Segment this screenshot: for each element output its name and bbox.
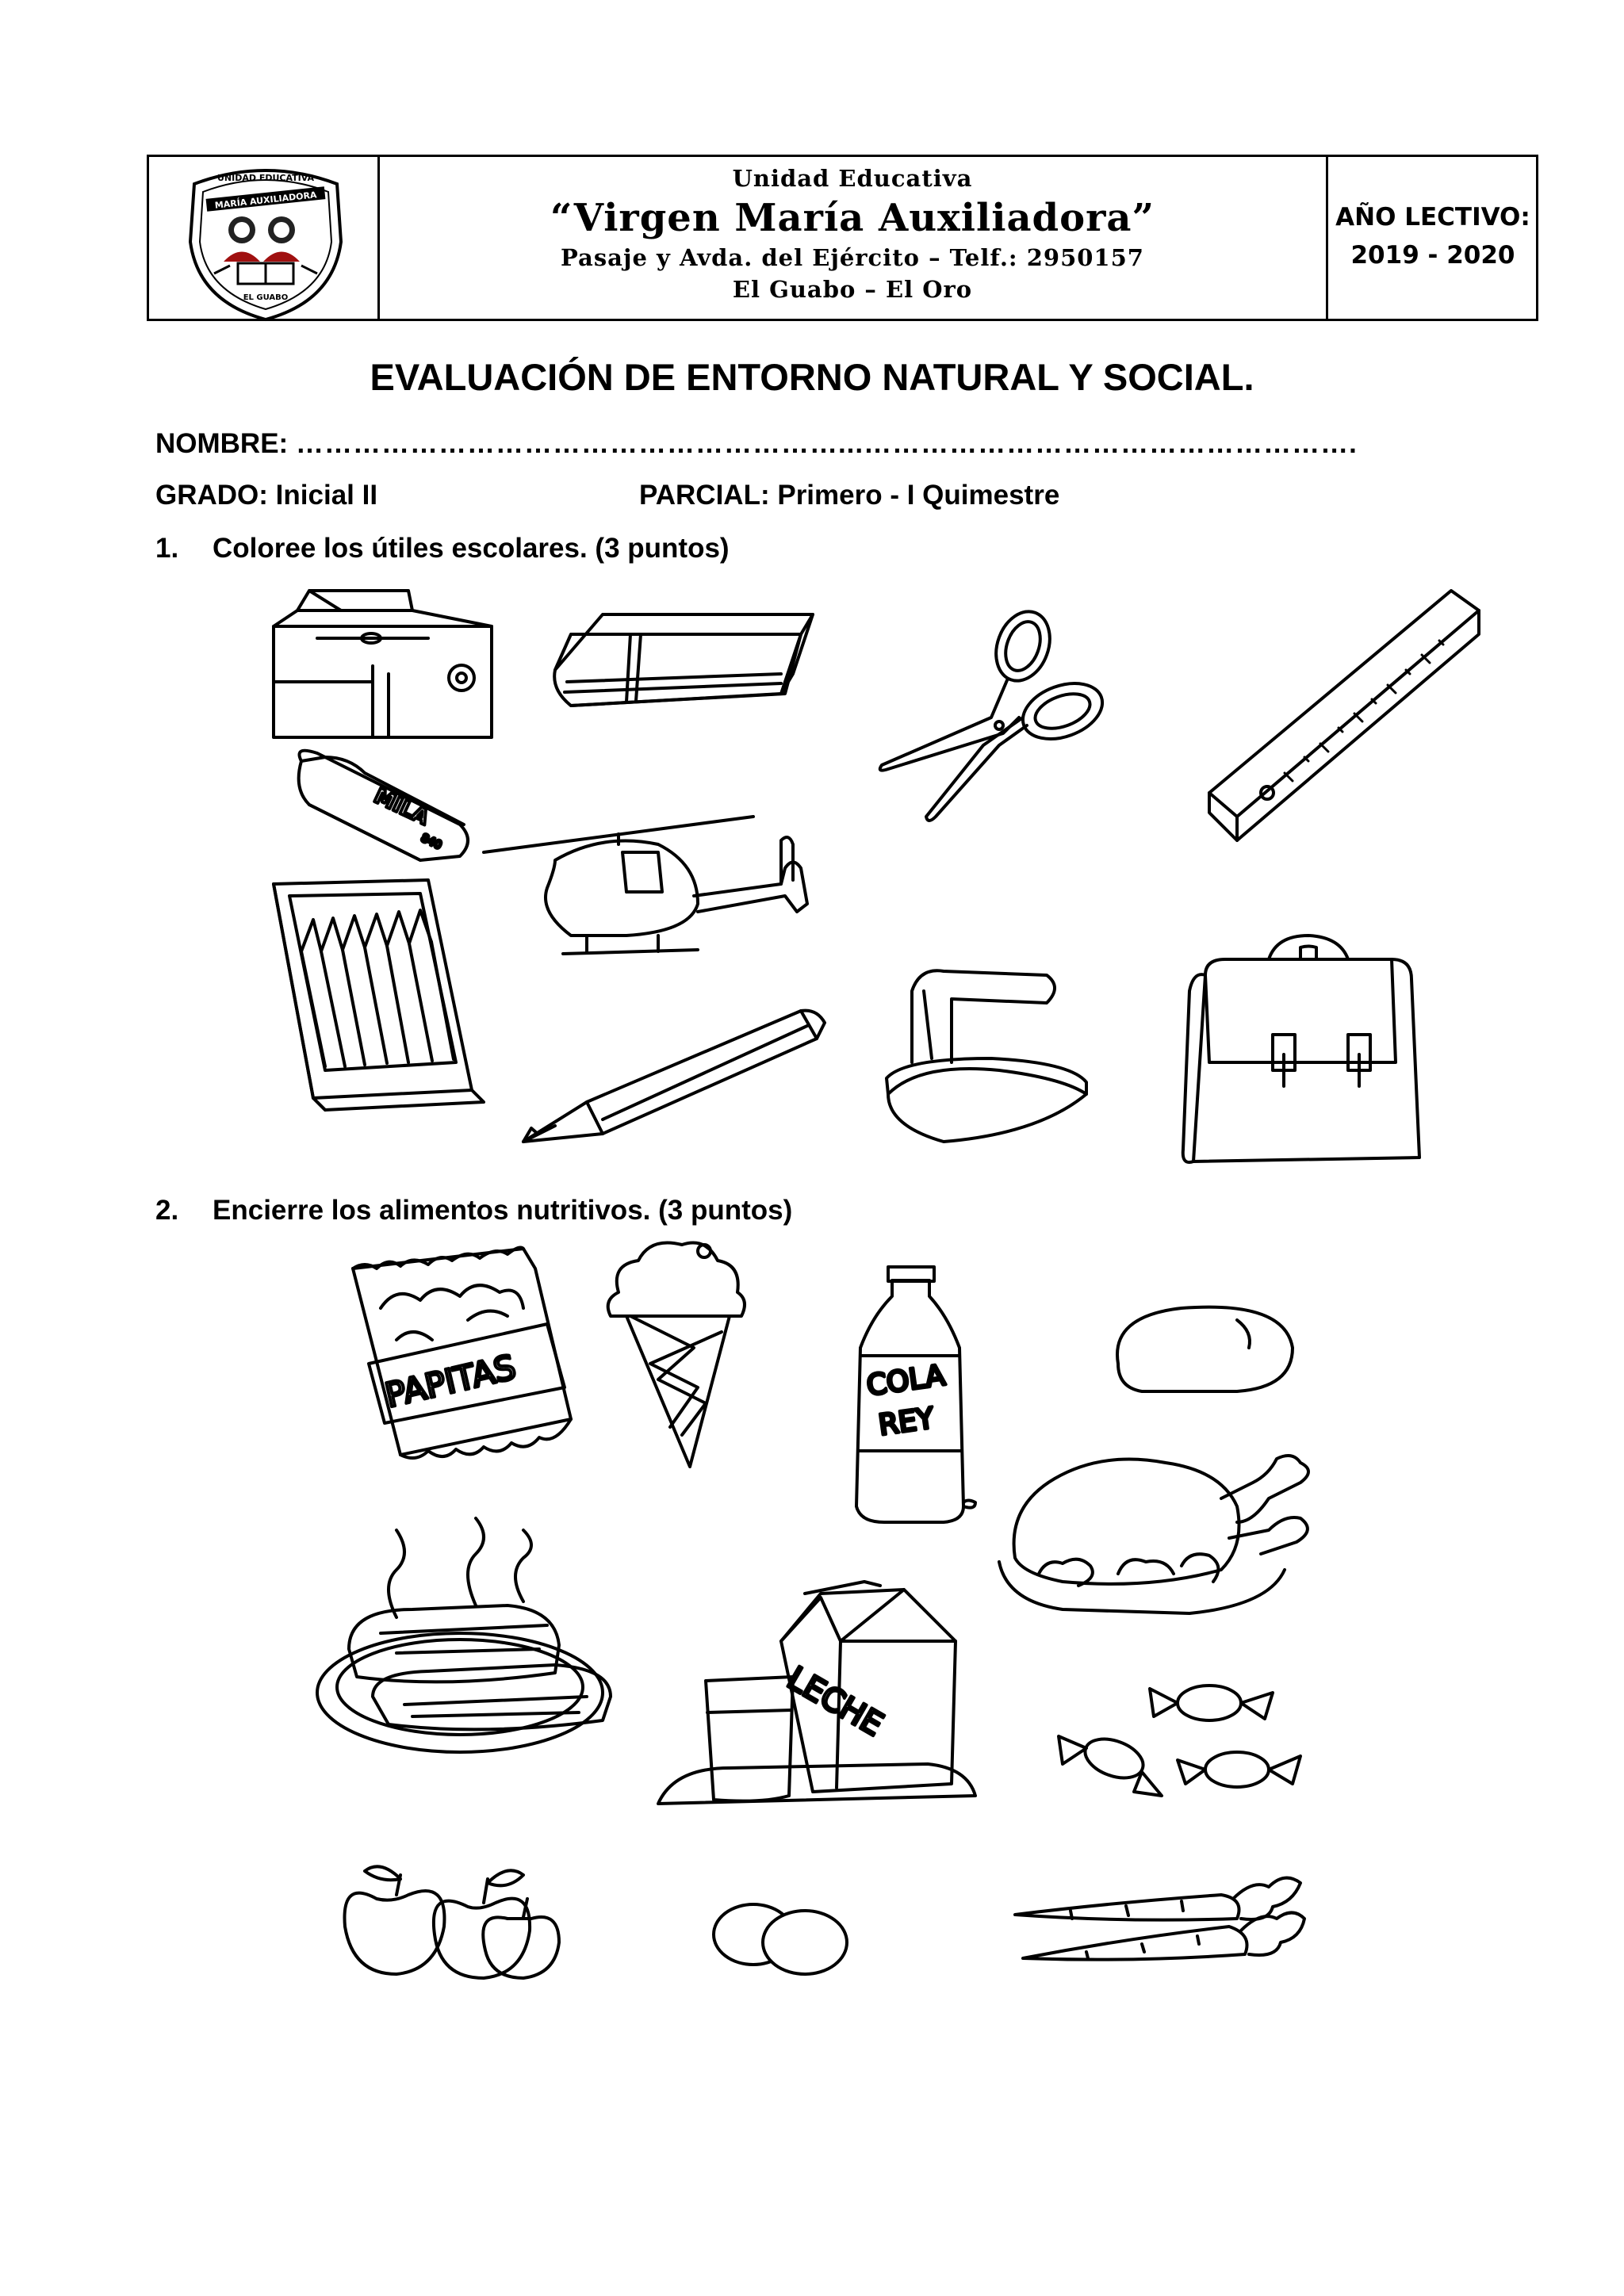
question-1-number: 1. — [155, 533, 179, 564]
school-name: “Virgen María Auxiliadora” — [550, 196, 1155, 240]
steak-plate-icon — [317, 1518, 611, 1752]
pencil-icon — [523, 1011, 825, 1142]
scissors-icon — [880, 604, 1110, 821]
carrots-icon — [1015, 1878, 1304, 1960]
ice-cream-icon — [608, 1243, 745, 1468]
partial-value: Primero - I Quimestre — [777, 480, 1060, 511]
ruler-icon — [1209, 591, 1479, 840]
partial-line — [639, 480, 1059, 511]
grade-label: GRADO: — [155, 480, 268, 511]
eraser-brand-text: MILA — [370, 784, 433, 830]
partial-label: PARCIAL: — [639, 480, 770, 511]
school-year-box — [1329, 198, 1537, 274]
roast-chicken-icon — [999, 1456, 1308, 1613]
grade-line — [155, 480, 377, 511]
question-2-number: 2. — [155, 1195, 179, 1226]
apples-icon — [345, 1866, 560, 1978]
school-address-phone: Pasaje y Avda. del Ejército – Telf.: 2950157 — [561, 244, 1144, 271]
school-header — [381, 163, 1324, 305]
backpack-icon — [1183, 936, 1419, 1162]
school-location: El Guabo – El Oro — [732, 276, 973, 303]
logo-bottom-text: EL GUABO — [243, 293, 289, 302]
logo-banner-text: MARÍA AUXILIADORA — [214, 189, 318, 211]
logo-top-text: UNIDAD EDUCATIVA — [216, 173, 315, 183]
bread-icon — [1117, 1307, 1293, 1391]
name-line — [155, 428, 1358, 460]
chips-bag-label: PAPITAS — [381, 1347, 519, 1415]
soda-label-line2: REY — [876, 1402, 936, 1442]
institution-type: Unidad Educativa — [732, 165, 973, 192]
helicopter-icon — [484, 817, 807, 954]
sharpener-icon — [274, 591, 492, 737]
question-2-text: Encierre los alimentos nutritivos. (3 puntos) — [213, 1195, 793, 1226]
page-title: EVALUACIÓN DE ENTORNO NATURAL Y SOCIAL. — [370, 356, 1254, 398]
milk-carton-glass-icon — [658, 1582, 975, 1804]
crayons-box-icon — [274, 880, 484, 1110]
book-icon — [554, 614, 813, 706]
name-label: NOMBRE: — [155, 428, 289, 459]
milk-carton-label: LECHE — [781, 1659, 890, 1744]
candies-icon — [1059, 1686, 1300, 1796]
question-1 — [155, 533, 730, 564]
eggs-icon — [714, 1904, 847, 1974]
chips-bag-icon — [353, 1248, 571, 1458]
school-year-value: 2019 - 2020 — [1350, 241, 1515, 270]
name-blank[interactable]: …………………………………………………...……………………………………………. — [295, 428, 1358, 459]
iron-icon — [887, 970, 1086, 1142]
eraser-number-text: 840 — [419, 832, 444, 852]
question-2 — [155, 1195, 792, 1226]
soda-bottle-icon — [856, 1267, 975, 1522]
question-1-text: Coloree los útiles escolares. (3 puntos) — [213, 533, 730, 564]
school-logo — [190, 170, 341, 320]
school-year-label: AÑO LECTIVO: — [1335, 203, 1530, 232]
grade-value: Inicial II — [275, 480, 378, 511]
eraser-icon — [299, 751, 468, 860]
soda-label-line1: COLA — [864, 1359, 948, 1402]
